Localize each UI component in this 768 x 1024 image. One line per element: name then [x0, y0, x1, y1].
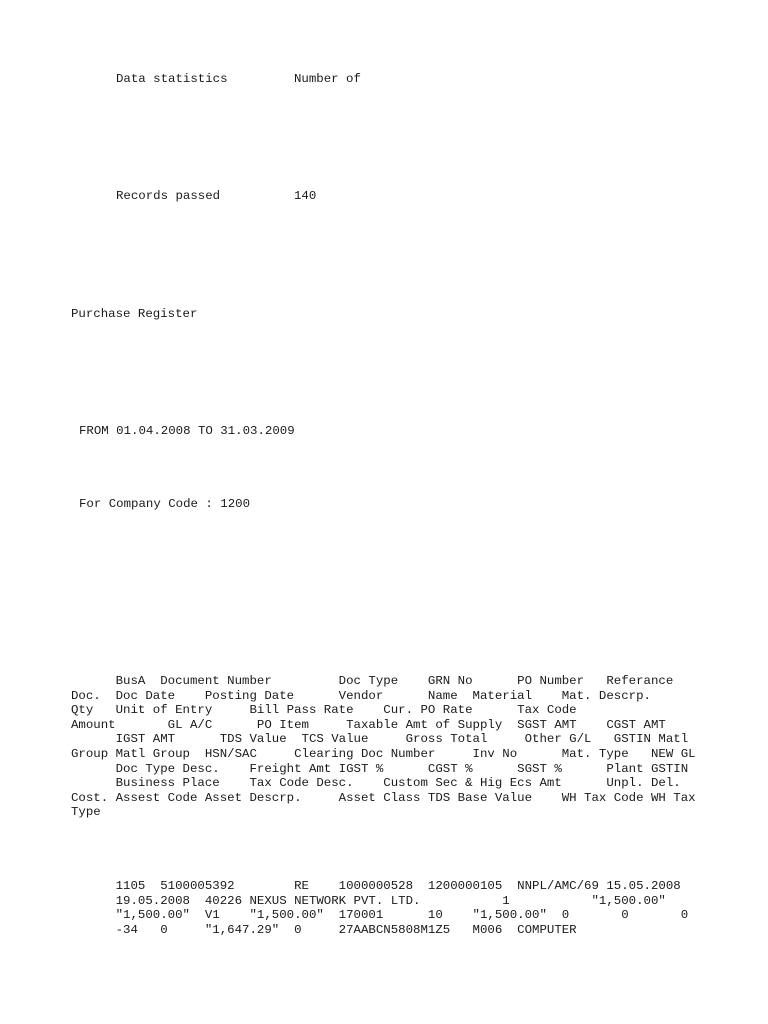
records-passed-label: Records passed — [116, 189, 221, 203]
stats-title-value: Number of — [294, 72, 361, 86]
company-code: For Company Code : 1200 — [79, 497, 251, 511]
report-title: Purchase Register — [71, 307, 198, 321]
record-row-block: 1105 5100005392 RE 1000000528 1200000105 NNPL/AMC/69 15.05.2008 19.05.2008 40226 NEXUS NETWORK PVT. LTD. 1 "1,500.00" "1,500.00" V1 "1,500.00" 170001 10 "1,500.00" 0 0 0 -34 0 "1,647.29" 0 27AABCN5808M1Z5 M006 COMPUTER — [115, 879, 689, 937]
column-header-block: BusA Document Number Doc Type GRN No PO Number Referance Doc. Doc Date Posting Date Vendor Name Material Mat. Descrp. Qty Unit of Entry Bill Pass Rate Cur. PO Rate Tax Code Amount GL A/C PO Item Taxable Amt of Supply SGST AMT CGST AMT IGST AMT TDS Value TCS Value Gross Total Other G/L GSTIN Matl Group Matl Group HSN/SAC Clearing Doc Number Inv No Mat. Type NEW GL Doc Type Desc. Freight Amt IGST % CGST % SGST % Plant GSTIN Business Place Tax Code Desc. Custom Sec & Hig Ecs Amt Unpl. Del. Cost. Assest Code Asset Descrp. Asset Class TDS Base Value WH Tax Code WH Tax Type — [71, 674, 696, 820]
records-passed-value: 140 — [294, 189, 317, 203]
stats-title-label: Data statistics — [116, 72, 228, 86]
report-period: FROM 01.04.2008 TO 31.03.2009 — [79, 424, 295, 438]
